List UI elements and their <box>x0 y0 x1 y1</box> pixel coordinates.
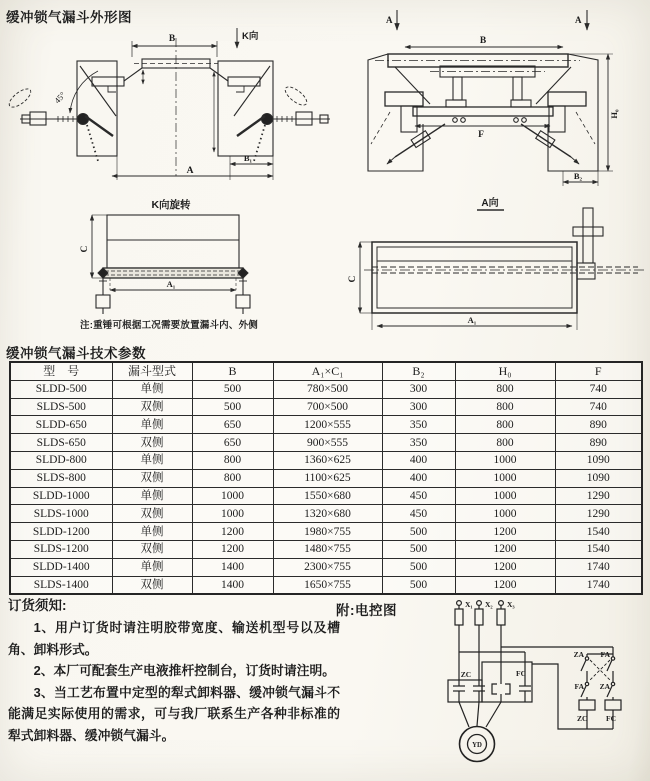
table-cell: 1200 <box>192 523 273 541</box>
table-cell: 单侧 <box>112 558 192 576</box>
section-marker-a-right: A <box>575 15 582 25</box>
table-cell: 500 <box>382 558 455 576</box>
dim-b1-label: B₁ <box>243 153 253 163</box>
col-header-a1c1: A₁×C₁ <box>273 362 382 380</box>
a-view-dim-a1-label: A₁ <box>467 315 477 325</box>
table-cell: 650 <box>192 434 273 452</box>
ecd-fa-top-label: FA <box>600 650 610 659</box>
ecd-section-title: 附:电控图 <box>336 603 397 618</box>
table-row <box>10 558 642 576</box>
rotated-dim-a1-label: A₁ <box>166 279 176 289</box>
ordering-note-3: 3、当工艺布置中定型的犁式卸料器、缓冲锁气漏斗不能满足实际使用的需求，可与我厂联系生产各种非标准的犁式卸料器、缓冲锁气漏斗。 <box>8 684 340 743</box>
table-cell: SLDD-1000 <box>10 487 112 505</box>
table-cell: 890 <box>555 434 642 452</box>
weight-placement-note: 注:重锤可根据工况需要放置漏斗内、外侧 <box>80 320 258 331</box>
table-cell: 1000 <box>455 487 555 505</box>
table-cell: 500 <box>382 523 455 541</box>
table-cell: 800 <box>455 380 555 398</box>
k-rotated-view-drawing <box>55 196 290 318</box>
table-cell: 双侧 <box>112 576 192 594</box>
table-cell: 单侧 <box>112 416 192 434</box>
table-cell: 1200 <box>192 540 273 558</box>
section-dim-b2-label: B₂ <box>573 171 583 181</box>
table-cell: 1740 <box>555 558 642 576</box>
dim-b-label: B <box>168 34 176 44</box>
table-cell: 1540 <box>555 540 642 558</box>
table-cell: 740 <box>555 380 642 398</box>
table-cell: 800 <box>455 398 555 416</box>
table-cell: 单侧 <box>112 523 192 541</box>
table-cell: 1200 <box>455 523 555 541</box>
dim-a-label: A <box>186 166 194 176</box>
table-cell: 1320×680 <box>273 505 382 523</box>
table-cell: SLDS-1200 <box>10 540 112 558</box>
table-cell: 1290 <box>555 505 642 523</box>
rotated-dim-c-label: C <box>80 245 90 253</box>
ordering-note-1: 1、用户订货时请注明胶带宽度、输送机型号以及槽角、卸料形式。 <box>8 620 340 657</box>
table-cell: 450 <box>382 487 455 505</box>
table-cell: 890 <box>555 416 642 434</box>
table-cell: 900×555 <box>273 434 382 452</box>
table-cell: 650 <box>192 416 273 434</box>
table-cell: 780×500 <box>273 380 382 398</box>
section-dim-f-label: F <box>478 130 484 140</box>
angle-45-label: 45° <box>52 89 68 106</box>
table-cell: 800 <box>455 434 555 452</box>
table-cell: 800 <box>192 451 273 469</box>
table-cell: 400 <box>382 451 455 469</box>
section-dim-h0-label: H₀ <box>609 109 619 119</box>
table-cell: 1100×625 <box>273 469 382 487</box>
table-cell: 单侧 <box>112 487 192 505</box>
table-cell: 300 <box>382 380 455 398</box>
section-marker-a-left: A <box>386 15 393 25</box>
ordering-notes <box>8 594 340 747</box>
col-header-type: 漏斗型式 <box>112 362 192 380</box>
ecd-zc-coil-label: ZC <box>577 714 588 723</box>
table-cell: 500 <box>382 540 455 558</box>
ecd-fa-mid-label: FA <box>574 682 584 691</box>
table-cell: SLDS-500 <box>10 398 112 416</box>
col-header-model: 型 号 <box>10 362 112 380</box>
table-cell: 1400 <box>192 576 273 594</box>
table-row <box>10 398 642 416</box>
table-cell: 1200 <box>455 558 555 576</box>
table-row <box>10 434 642 452</box>
ecd-x2-label: X₂ <box>485 600 493 609</box>
table-cell: SLDD-1400 <box>10 558 112 576</box>
col-header-h0: H₀ <box>455 362 555 380</box>
table-cell: 单侧 <box>112 451 192 469</box>
k-direction-label: K向 <box>242 31 259 42</box>
table-cell: 1740 <box>555 576 642 594</box>
params-section-title: 缓冲锁气漏斗技术参数 <box>6 346 146 361</box>
table-cell: 1090 <box>555 469 642 487</box>
table-cell: SLDS-800 <box>10 469 112 487</box>
table-cell: 1000 <box>455 451 555 469</box>
table-cell: 1290 <box>555 487 642 505</box>
table-cell: SLDS-650 <box>10 434 112 452</box>
a-view-title: A向 <box>481 198 499 209</box>
table-row <box>10 451 642 469</box>
table-cell: 1480×755 <box>273 540 382 558</box>
electrical-control-diagram <box>420 596 650 780</box>
ecd-zc-main-label: ZC <box>460 670 472 679</box>
table-cell: 500 <box>192 398 273 416</box>
table-row <box>10 469 642 487</box>
table-cell: 350 <box>382 416 455 434</box>
table-cell: 1200 <box>455 540 555 558</box>
table-cell: 1400 <box>192 558 273 576</box>
ecd-x3-label: X₃ <box>507 600 515 609</box>
table-cell: 双侧 <box>112 434 192 452</box>
table-cell: SLDS-1400 <box>10 576 112 594</box>
table-cell: 1090 <box>555 451 642 469</box>
k-rotated-title: K向旋转 <box>151 199 191 211</box>
table-cell: 500 <box>382 576 455 594</box>
table-header-row <box>10 362 642 380</box>
table-cell: SLDD-500 <box>10 380 112 398</box>
ecd-x1-label: X₁ <box>465 600 473 609</box>
ordering-note-2: 2、本厂可配套生产电液推杆控制台，订货时请注明。 <box>33 663 336 679</box>
section-view-drawing <box>345 4 650 199</box>
table-row <box>10 416 642 434</box>
table-cell: SLDS-1000 <box>10 505 112 523</box>
table-cell: 700×500 <box>273 398 382 416</box>
table-cell: 740 <box>555 398 642 416</box>
outline-section-title: 缓冲锁气漏斗外形图 <box>6 10 132 25</box>
table-cell: 1540 <box>555 523 642 541</box>
ecd-fc-main-label: FC <box>516 669 526 678</box>
front-view-drawing <box>0 24 335 192</box>
col-header-f: F <box>555 362 642 380</box>
section-dim-b-label: B <box>479 36 487 46</box>
a-view-drawing <box>340 195 650 350</box>
table-row <box>10 523 642 541</box>
table-cell: 1200×555 <box>273 416 382 434</box>
table-cell: 400 <box>382 469 455 487</box>
table-cell: 单侧 <box>112 380 192 398</box>
table-row <box>10 487 642 505</box>
ordering-notes-title: 订货须知: <box>8 598 67 613</box>
table-row <box>10 576 642 594</box>
table-cell: 2300×755 <box>273 558 382 576</box>
table-cell: SLDD-800 <box>10 451 112 469</box>
ecd-motor-label: YD <box>472 742 482 749</box>
table-cell: 1000 <box>455 505 555 523</box>
table-cell: 800 <box>455 416 555 434</box>
table-cell: 双侧 <box>112 469 192 487</box>
col-header-b: B <box>192 362 273 380</box>
ecd-za-top-label: ZA <box>573 650 584 659</box>
table-cell: 450 <box>382 505 455 523</box>
table-cell: 双侧 <box>112 540 192 558</box>
col-header-b2: B₂ <box>382 362 455 380</box>
table-cell: 1650×755 <box>273 576 382 594</box>
ecd-fc-coil-label: FC <box>606 714 616 723</box>
table-cell: 1000 <box>455 469 555 487</box>
table-cell: 1200 <box>455 576 555 594</box>
table-row <box>10 380 642 398</box>
ecd-za-mid-label: ZA <box>599 682 610 691</box>
table-cell: SLDD-650 <box>10 416 112 434</box>
table-row <box>10 540 642 558</box>
table-cell: 1000 <box>192 505 273 523</box>
table-cell: 1000 <box>192 487 273 505</box>
table-cell: 1360×625 <box>273 451 382 469</box>
table-cell: 双侧 <box>112 505 192 523</box>
table-cell: 双侧 <box>112 398 192 416</box>
table-row <box>10 505 642 523</box>
table-cell: 1550×680 <box>273 487 382 505</box>
table-cell: SLDD-1200 <box>10 523 112 541</box>
params-table <box>9 361 643 595</box>
table-cell: 350 <box>382 434 455 452</box>
params-table-body <box>10 380 642 594</box>
table-cell: 500 <box>192 380 273 398</box>
table-cell: 1980×755 <box>273 523 382 541</box>
table-cell: 300 <box>382 398 455 416</box>
a-view-dim-c-label: C <box>348 275 358 283</box>
table-cell: 800 <box>192 469 273 487</box>
